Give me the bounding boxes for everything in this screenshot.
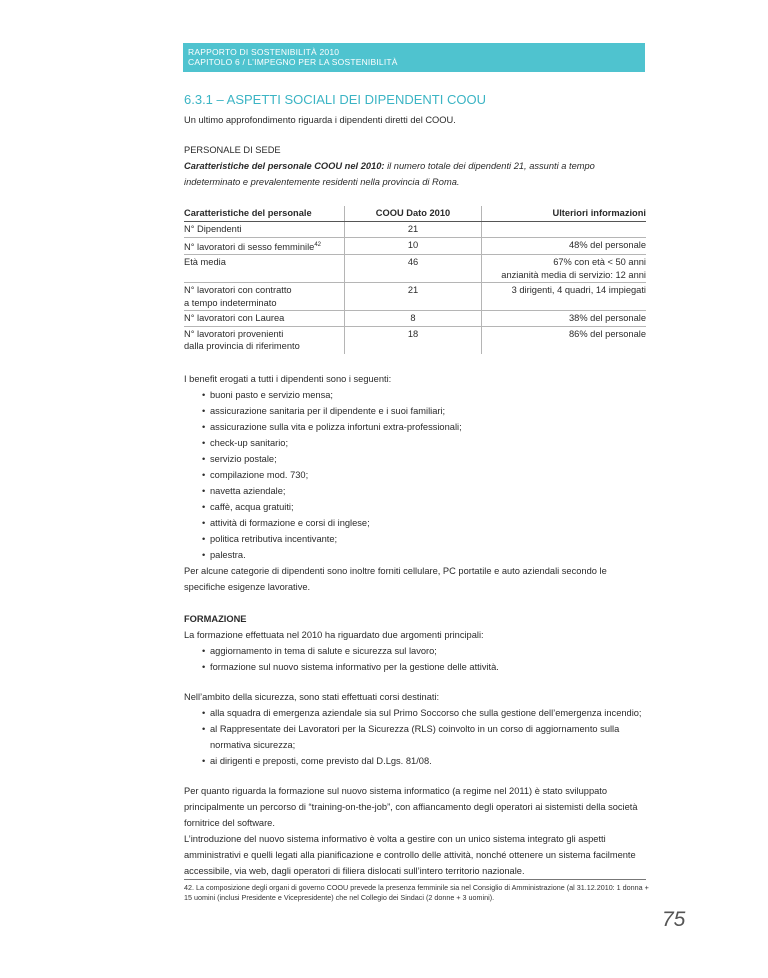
footnote: 42. La composizione degli organi di governo COOU prevede la presenza femminile sia nel Consiglio di Amministrazione (al 31.12.2010: 1 donna + 15 uomini (inclusi Presidente e Vicepresidente) che nel Collegio dei Sindaci (2 donne + 3 uomini).	[184, 883, 649, 902]
list-item: • alla squadra di emergenza aziendale sia sul Primo Soccorso che sulla gestione dell’emergenza incendio;	[202, 705, 646, 721]
benefits-closing: Per alcune categorie di dipendenti sono inoltre forniti cellulare, PC portatile e auto aziendali secondo le specifiche esigenze lavorative.	[184, 565, 607, 592]
formazione-paragraph-2: L’introduzione del nuovo sistema informativo è volta a gestire con un unico sistema integrato gli aspetti amministrativi e quelli legati alla pianificazione e controllo delle attività, nonché ottenere un sistema facilmente accessibile, via web, dagli operatori di filiera dislocati sull’intero territorio nazionale.	[184, 833, 636, 876]
list-item: • caffè, acqua gratuiti;	[202, 499, 646, 515]
table-header-row	[184, 206, 646, 222]
table-cell-value: 21	[345, 283, 482, 311]
section-title: 6.3.1 – ASPETTI SOCIALI DEI DIPENDENTI COOU	[184, 92, 486, 107]
row-label: N° lavoratori con contratto a tempo indeterminato	[184, 285, 292, 308]
table-cell-info: 3 dirigenti, 4 quadri, 14 impiegati	[482, 283, 647, 311]
list-item: • assicurazione sanitaria per il dipendente e i suoi familiari;	[202, 403, 646, 419]
table-header-cell: Ulteriori informazioni	[482, 206, 647, 222]
section-intro: Un ultimo approfondimento riguarda i dipendenti diretti del COOU.	[184, 115, 456, 125]
table-header-cell: COOU Dato 2010	[345, 206, 482, 222]
safety-list	[184, 705, 646, 769]
row-label: N° lavoratori con Laurea	[184, 313, 285, 324]
table-row	[184, 222, 646, 238]
personale-bold-lead: Caratteristiche del personale COOU nel 2010:	[184, 161, 385, 171]
formazione-list	[184, 643, 646, 675]
personale-heading: PERSONALE DI SEDE	[184, 145, 281, 155]
benefits-intro: I benefit erogati a tutti i dipendenti sono i seguenti:	[184, 373, 392, 384]
table-cell-value: 18	[345, 326, 482, 354]
main-content	[184, 92, 646, 879]
page-number: 75	[662, 908, 686, 931]
list-item: • formazione sul nuovo sistema informativo per la gestione delle attività.	[202, 659, 646, 675]
table-cell-value: 21	[345, 222, 482, 238]
table-cell-value: 8	[345, 311, 482, 327]
table-cell-label	[184, 326, 345, 354]
list-item: • servizio postale;	[202, 451, 646, 467]
list-item: • al Rappresentate dei Lavoratori per la Sicurezza (RLS) coinvolto in un corso di aggiornamento sulla normativa sicurezza;	[202, 721, 646, 753]
list-item: • palestra.	[202, 547, 646, 563]
row-label: N° Dipendenti	[184, 224, 242, 234]
footnote-divider	[184, 879, 646, 880]
table-header-cell: Caratteristiche del personale	[184, 206, 345, 222]
table-cell-info: 48% del personale	[482, 237, 647, 255]
table-row	[184, 255, 646, 283]
list-item: • aggiornamento in tema di salute e sicurezza sul lavoro;	[202, 643, 646, 659]
table-body	[184, 222, 646, 354]
table-cell-label	[184, 222, 345, 238]
footnote-ref: 42	[314, 241, 321, 248]
row-label: Età media	[184, 257, 226, 268]
formazione-heading: FORMAZIONE	[184, 613, 247, 624]
table-cell-label	[184, 311, 345, 327]
row-label: N° lavoratori provenienti dalla provincia di riferimento	[184, 328, 300, 352]
table-cell-label	[184, 237, 345, 255]
benefits-list	[184, 387, 646, 563]
table-cell-label	[184, 255, 345, 283]
table-row	[184, 283, 646, 311]
list-item: • check-up sanitario;	[202, 435, 646, 451]
table-cell-value: 46	[345, 255, 482, 283]
personnel-table	[184, 206, 646, 354]
chapter-title: CAPITOLO 6 / L’IMPEGNO PER LA SOSTENIBILITÀ	[188, 57, 398, 67]
list-item: • assicurazione sulla vita e polizza infortuni extra-professionali;	[202, 419, 646, 435]
table-cell-info: 86% del personale	[568, 328, 646, 339]
safety-intro: Nell’ambito della sicurezza, sono stati effettuati corsi destinati:	[184, 691, 440, 702]
formazione-intro: La formazione effettuata nel 2010 ha riguardato due argomenti principali:	[184, 629, 484, 640]
personale-description	[184, 158, 646, 190]
list-item: • politica retributiva incentivante;	[202, 531, 646, 547]
table-row	[184, 237, 646, 255]
table-cell-info: 38% del personale	[482, 311, 647, 327]
formazione-paragraph-1: Per quanto riguarda la formazione sul nuovo sistema informatico (a regime nel 2011) è stato sviluppato principalmente un percorso di “training-on-the-job”, con affiancamento degli operatori ai sistemisti della società fornitrice del software.	[184, 785, 638, 828]
list-item: • attività di formazione e corsi di inglese;	[202, 515, 646, 531]
table-row	[184, 326, 646, 354]
table-row	[184, 311, 646, 327]
table-cell-value: 10	[345, 237, 482, 255]
list-item: • compilazione mod. 730;	[202, 467, 646, 483]
chapter-header-band	[183, 43, 645, 72]
report-title: RAPPORTO DI SOSTENIBILITÀ 2010	[188, 47, 340, 57]
personale-text: il numero totale dei dipendenti 21, assunti a tempo indeterminato e prevalentemente residenti nella provincia di Roma.	[184, 161, 595, 187]
row-label: N° lavoratori di sesso femminile	[184, 241, 315, 252]
table-cell-info	[482, 222, 647, 238]
list-item: • ai dirigenti e preposti, come previsto dal D.Lgs. 81/08.	[202, 753, 646, 769]
table-cell-info: 67% con età < 50 anni anzianità media di servizio: 12 anni	[482, 255, 647, 283]
list-item: • buoni pasto e servizio mensa;	[202, 387, 646, 403]
table-cell-label	[184, 283, 345, 311]
list-item: • navetta aziendale;	[202, 483, 646, 499]
